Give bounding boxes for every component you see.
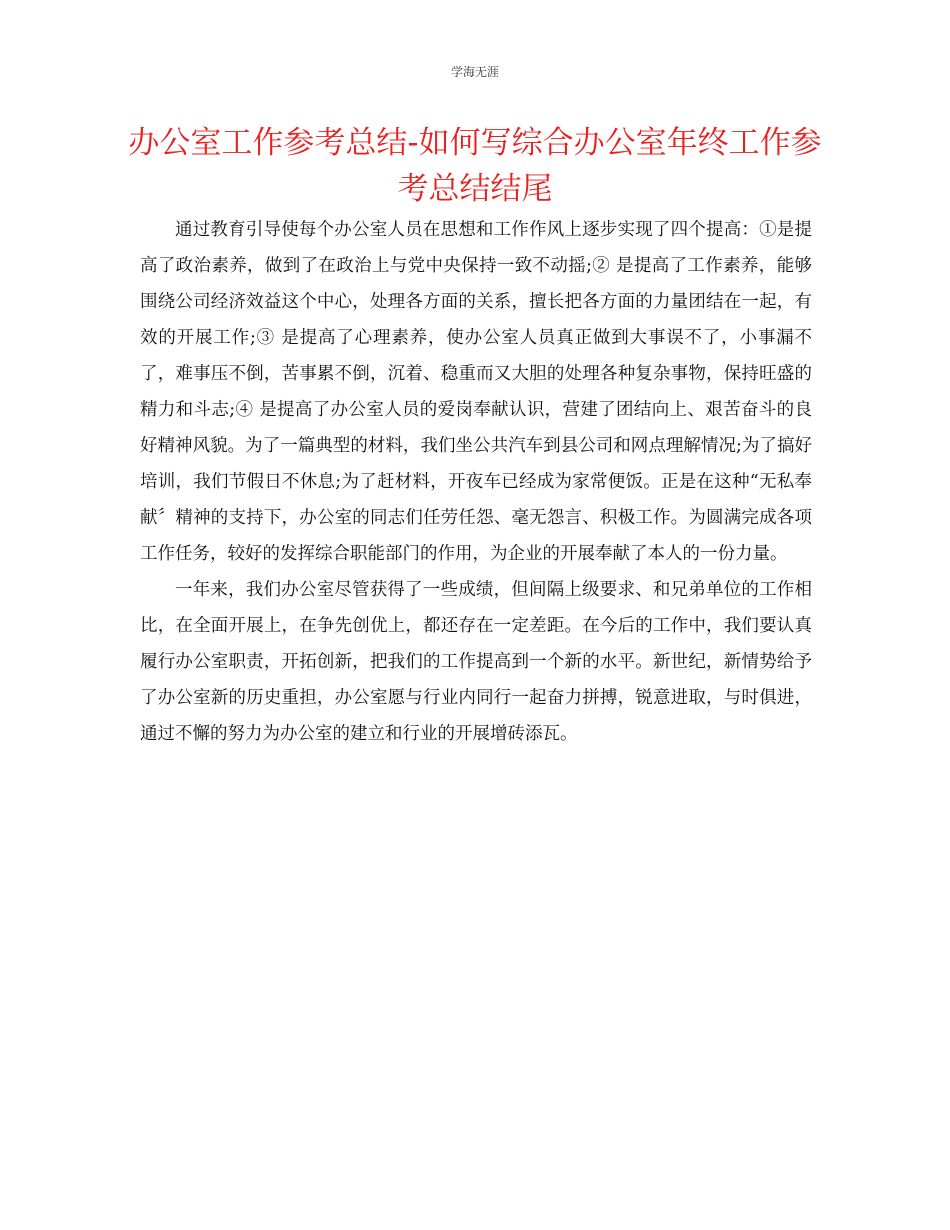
document-body: [140, 212, 812, 752]
paragraph: 一年来，我们办公室尽管获得了一些成绩，但间隔上级要求、和兄弟单位的工作相比，在全面开展上，在争先创优上，都还存在一定差距。在今后的工作中，我们要认真履行办公室职责，开拓创新，把我们的工作提高到一个新的水平。新世纪，新情势给予了办公室新的历史重担，办公室愿与行业内同行一起奋力拼搏，锐意进取，与时俱进，通过不懈的努力为办公室的建立和行业的开展增砖添瓦。: [140, 580, 812, 744]
paragraph: 通过教育引导使每个办公室人员在思想和工作作风上逐步实现了四个提高：①是提高了政治素养，做到了在政治上与党中央保持一致不动摇;② 是提高了工作素养，能够围绕公司经济效益这个中心，处理各方面的关系，擅长把各方面的力量团结在一起，有效的开展工作;③ 是提高了心理素养，使办公室人员真正做到大事误不了，小事漏不了，难事压不倒，苦事累不倒，沉着、稳重而又大胆的处理各种复杂事物，保持旺盛的精力和斗志;④ 是提高了办公室人员的爱岗奉献认识，营建了团结向上、艰苦奋斗的良好精神风貌。为了一篇典型的材料，我们坐公共汽车到县公司和网点理解情况;为了搞好培训，我们节假日不休息;为了赶材料，开夜车已经成为家常便饭。正是在这种“无私奉献〞精神的支持下，办公室的同志们任劳任怨、毫无怨言、积极工作。为圆满完成各项工作任务，较好的发挥综合职能部门的作用，为企业的开展奉献了本人的一份力量。: [140, 220, 812, 564]
document-title: 办公室工作参考总结-如何写综合办公室年终工作参考总结结尾: [128, 125, 822, 207]
page-header: 学海无涯: [450, 65, 499, 79]
